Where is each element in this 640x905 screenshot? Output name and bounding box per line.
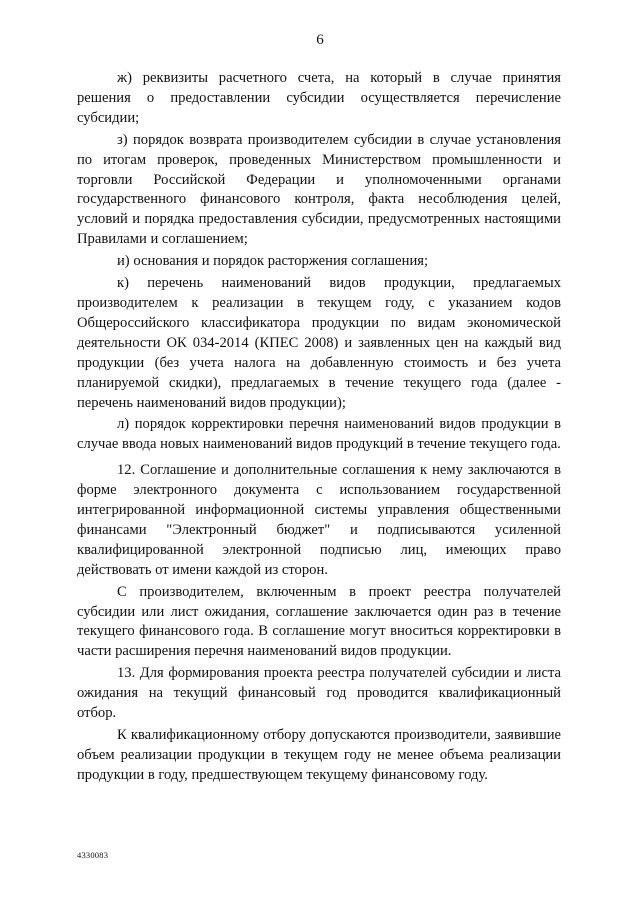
paragraph-subitem-zh: ж) реквизиты расчетного счета, на который в случае принятия решения о предоставлении субсидии осуществляется перечисление субсидии; [77, 70, 561, 126]
paragraph-subitem-k: к) перечень наименований видов продукции, предлагаемых производителем к реализации в текущем году, с указанием кодов Общероссийского классификатора продукции по видам экономической деятельности ОК 034-2014 (КПЕС 2008) и заявленных цен на каждый вид продукции (без учета налога на добавленную стоимость и без учета планируемой скидки), предлагаемых в течение текущего года (далее - перечень наименований видов продукции); [77, 275, 561, 411]
paragraph-subitem-l: л) порядок корректировки перечня наименований видов продукции в случае ввода новых наименований видов продукций в течение текущего года. [77, 416, 561, 453]
document-body [77, 69, 561, 786]
paragraph-clause-12: 12. Соглашение и дополнительные соглашения к нему заключаются в форме электронного документа с использованием государственной интегрированной информационной системы управления общественными финансами "Электронный бюджет" и подписываются усиленной квалифицированной электронной подписью лиц, имеющих право действовать от имени каждой из сторон. [77, 462, 561, 578]
paragraph-clause-13-continued: К квалификационному отбору допускаются производители, заявившие объем реализации продукции в текущем году не менее объема реализации продукции в году, предшествующем текущему финансовому году. [77, 727, 561, 783]
paragraph-subitem-i: и) основания и порядок расторжения соглашения; [117, 253, 429, 270]
document-code: 4330083 [77, 850, 109, 860]
paragraph-clause-13: 13. Для формирования проекта реестра получателей субсидии и листа ожидания на текущий финансовый год проводится квалификационный отбор. [77, 665, 561, 722]
paragraph-clause-12-continued: С производителем, включенным в проект реестра получателей субсидии или лист ожидания, соглашение заключается один раз в течение текущего финансового года. В соглашение могут вноситься корректировки в части расширения перечня наименований видов продукции. [77, 583, 561, 660]
paragraph-subitem-z: з) порядок возврата производителем субсидии в случае установления по итогам проверок, проведенных Министерством промышленности и торговли Российской Федерации и уполномоченными органами государственного финансового контроля, факта несоблюдения целей, условий и порядка предоставления субсидии, предусмотренных настоящими Правилами и соглашением; [77, 131, 561, 248]
page-number: 6 [316, 32, 324, 48]
